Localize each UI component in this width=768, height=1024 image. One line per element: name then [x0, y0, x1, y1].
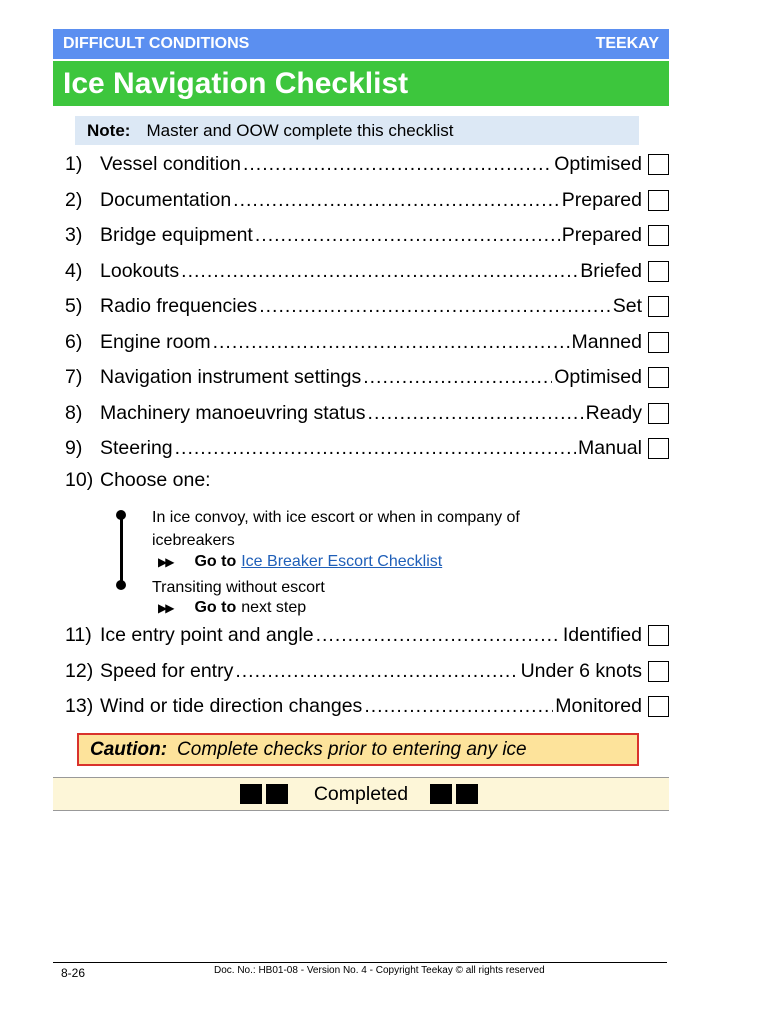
- item-checkbox[interactable]: [648, 367, 669, 388]
- item-label: Navigation instrument settings: [100, 365, 362, 388]
- goto-label: Go to: [194, 599, 237, 616]
- checklist-item: [65, 183, 669, 217]
- checklist-item: [65, 618, 669, 652]
- choice-label: Choose one:: [100, 469, 211, 491]
- item-value: Ready: [585, 401, 642, 424]
- goto-text: next step: [241, 599, 307, 616]
- item-number: 4): [65, 259, 83, 282]
- leader-dots: [243, 153, 552, 176]
- item-value: Briefed: [580, 259, 642, 282]
- item-checkbox[interactable]: [648, 625, 669, 646]
- bracket-dot-bottom: [116, 580, 126, 590]
- black-block: [456, 784, 478, 804]
- item-value: Prepared: [561, 188, 642, 211]
- checklist-item: [65, 218, 669, 252]
- item-label: Vessel condition: [100, 152, 241, 175]
- item-value: Optimised: [554, 152, 642, 175]
- brand-label: TEEKAY: [595, 35, 659, 52]
- caution-text: Complete checks prior to entering any ice: [177, 738, 527, 760]
- item-checkbox[interactable]: [648, 190, 669, 211]
- item-label: Steering: [100, 436, 173, 459]
- item-label: Speed for entry: [100, 659, 234, 682]
- item-value: Optimised: [554, 365, 642, 388]
- checklist-item: [65, 360, 669, 394]
- item-checkbox[interactable]: [648, 696, 669, 717]
- section-title: DIFFICULT CONDITIONS: [63, 35, 250, 52]
- item-number: 5): [65, 294, 83, 317]
- completed-blocks-right: [430, 784, 482, 804]
- completed-blocks-left: [240, 784, 292, 804]
- item-checkbox[interactable]: [648, 438, 669, 459]
- item-label: Machinery manoeuvring status: [100, 401, 366, 424]
- item-label: Radio frequencies: [100, 294, 258, 317]
- leader-dots: [316, 624, 561, 647]
- leader-dots: [175, 437, 576, 460]
- item-value: Under 6 knots: [520, 659, 642, 682]
- leader-dots: [235, 660, 518, 683]
- caution-box: [77, 733, 639, 766]
- checklist-item: [65, 689, 669, 723]
- checklist-item: [65, 431, 669, 465]
- item-checkbox[interactable]: [648, 296, 669, 317]
- leader-dots: [259, 295, 611, 318]
- item-value: Prepared: [561, 223, 642, 246]
- choice-heading: [65, 469, 211, 492]
- leader-dots: [233, 189, 560, 212]
- caution-label: Caution:: [90, 738, 168, 760]
- item-checkbox[interactable]: [648, 332, 669, 353]
- item-number: 9): [65, 436, 83, 459]
- item-checkbox[interactable]: [648, 225, 669, 246]
- checklist-item: [65, 147, 669, 181]
- note-text: Master and OOW complete this checklist: [146, 120, 454, 140]
- black-block: [266, 784, 288, 804]
- leader-dots: [363, 366, 552, 389]
- leader-dots: [213, 331, 570, 354]
- leader-dots: [255, 224, 560, 247]
- section-header: [53, 29, 669, 59]
- double-arrow-icon: ▶▶: [158, 601, 173, 615]
- item-label: Documentation: [100, 188, 232, 211]
- item-number: 8): [65, 401, 83, 424]
- item-number: 3): [65, 223, 83, 246]
- item-label: Bridge equipment: [100, 223, 253, 246]
- item-number: 7): [65, 365, 83, 388]
- item-number: 6): [65, 330, 83, 353]
- note-label: Note:: [87, 120, 131, 140]
- bracket-dot-top: [116, 510, 126, 520]
- item-value: Set: [612, 294, 642, 317]
- item-checkbox[interactable]: [648, 661, 669, 682]
- item-number: 11): [65, 623, 92, 646]
- item-value: Manual: [578, 436, 642, 459]
- document-info: Doc. No.: HB01-08 - Version No. 4 - Copyright Teekay © all rights reserved: [214, 965, 545, 976]
- item-label: Wind or tide direction changes: [100, 694, 363, 717]
- item-label: Lookouts: [100, 259, 180, 282]
- checklist-item: [65, 289, 669, 323]
- goto-label: Go to: [194, 553, 237, 570]
- item-number: 13): [65, 694, 94, 717]
- item-number: 1): [65, 152, 83, 175]
- checklist-item: [65, 325, 669, 359]
- choice-option-no-escort: Transiting without escort: [152, 579, 325, 596]
- item-value: Identified: [562, 623, 642, 646]
- item-value: Manned: [571, 330, 642, 353]
- item-checkbox[interactable]: [648, 261, 669, 282]
- completed-bar: [53, 777, 669, 811]
- page-title-bar: [53, 61, 669, 106]
- item-label: Ice entry point and angle: [100, 623, 314, 646]
- goto-next-step: [158, 599, 306, 617]
- item-label: Engine room: [100, 330, 211, 353]
- choice-bracket-line: [120, 514, 123, 586]
- checklist-item: [65, 254, 669, 288]
- item-number: 12): [65, 659, 94, 682]
- leader-dots: [364, 695, 553, 718]
- black-block: [240, 784, 262, 804]
- item-checkbox[interactable]: [648, 403, 669, 424]
- leader-dots: [368, 402, 584, 425]
- double-arrow-icon: ▶▶: [158, 555, 173, 569]
- choice-option-convoy: In ice convoy, with ice escort or when in company of icebreakers: [152, 509, 520, 549]
- item-number: 10): [65, 469, 94, 491]
- checklist-item: [65, 654, 669, 688]
- checklist-item: [65, 396, 669, 430]
- item-value: Monitored: [555, 694, 642, 717]
- black-block: [430, 784, 452, 804]
- completed-label: Completed: [313, 782, 409, 805]
- footer-rule: [53, 962, 667, 963]
- goto-icebreaker: [158, 553, 442, 571]
- item-checkbox[interactable]: [648, 154, 669, 175]
- icebreaker-checklist-link[interactable]: Ice Breaker Escort Checklist: [241, 553, 443, 570]
- item-number: 2): [65, 188, 83, 211]
- page-number: 8-26: [61, 966, 86, 980]
- page-title: Ice Navigation Checklist: [63, 66, 409, 100]
- leader-dots: [181, 260, 578, 283]
- note-box: [75, 116, 639, 145]
